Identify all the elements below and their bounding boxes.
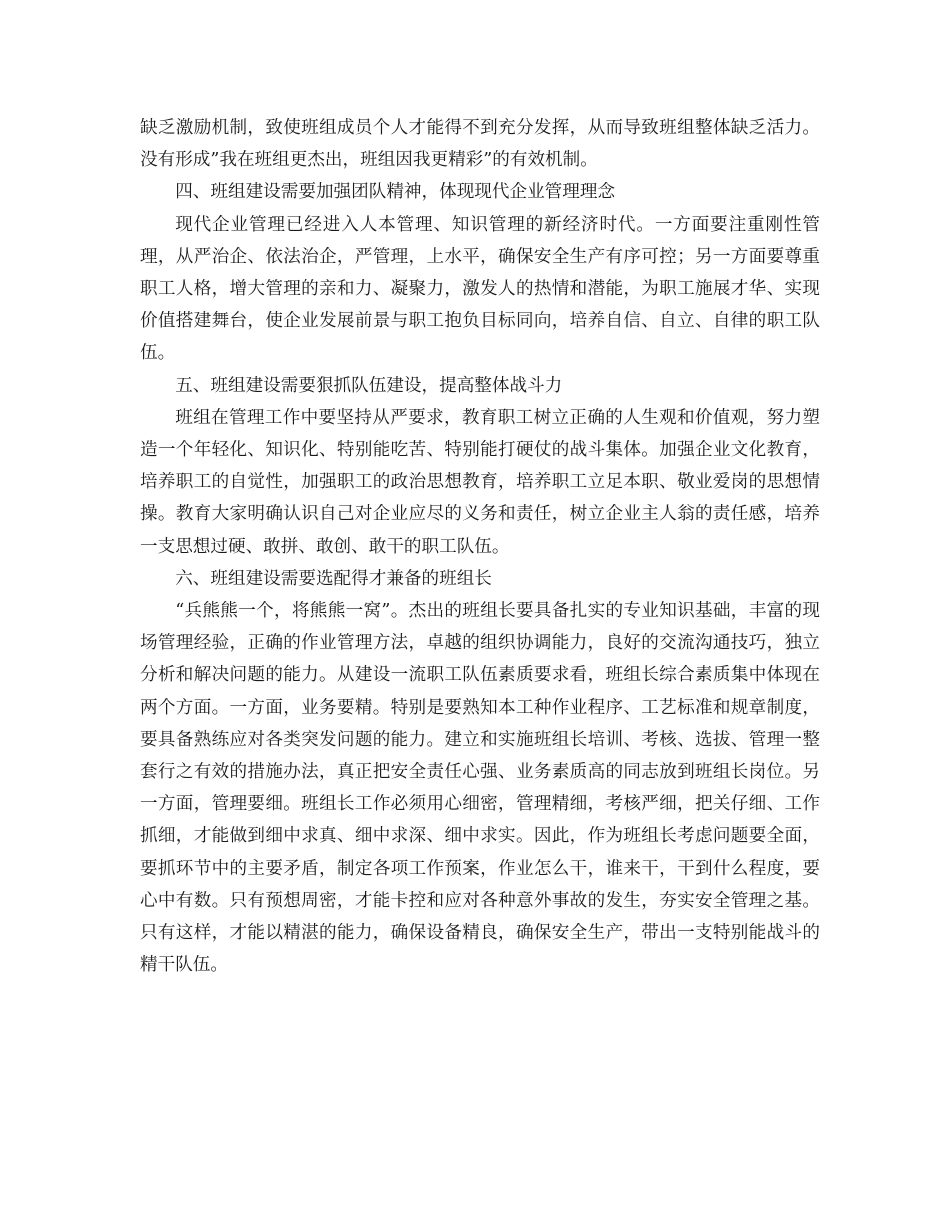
paragraph-continuation: 缺乏激励机制，致使班组成员个人才能得不到充分发挥，从而导致班组整体缺乏活力。没有形成”我在班组更杰出，班组因我更精彩”的有效机制。 bbox=[140, 118, 820, 171]
document-body bbox=[140, 112, 820, 981]
section-heading-6: 六、班组建设需要选配得才兼备的班组长 bbox=[175, 568, 492, 589]
section-6-paragraph: “兵熊熊一个，将熊熊一窝”。杰出的班组长要具备扎实的专业知识基础，丰富的现场管理经验，正确的作业管理方法，卓越的组织协调能力，良好的交流沟通技巧，独立分析和解决问题的能力。从建设一流职工队伍素质要求看，班组长综合素质集中体现在两个方面。一方面，业务要精。特别是要熟知本工种作业程序、工艺标准和规章制度，要具备熟练应对各类突发问题的能力。建立和实施班组长培训、考核、选拔、管理一整套行之有效的措施办法，真正把安全责任心强、业务素质高的同志放到班组长岗位。另一方面，管理要细。班组长工作必须用心细密，管理精细，考核严细，把关仔细、工作抓细，才能做到细中求真、细中求深、细中求实。因此，作为班组长考虑问题要全面，要抓环节中的主要矛盾，制定各项工作预案，作业怎么干，谁来干，干到什么程度，要心中有数。只有预想周密，才能卡控和应对各种意外事故的发生，夯实安全管理之基。只有这样，才能以精湛的能力，确保设备精良，确保安全生产，带出一支特别能战斗的精干队伍。 bbox=[140, 601, 820, 976]
section-5-paragraph: 班组在管理工作中要坚持从严要求，教育职工树立正确的人生观和价值观，努力塑造一个年轻化、知识化、特别能吃苦、特别能打硬仗的战斗集体。加强企业文化教育，培养职工的自觉性，加强职工的政治思想教育，培养职工立足本职、敬业爱岗的思想情操。教育大家明确认识自己对企业应尽的义务和责任，树立企业主人翁的责任感，培养一支思想过硬、敢拼、敢创、敢干的职工队伍。 bbox=[140, 407, 820, 557]
section-heading-4: 四、班组建设需要加强团队精神，体现现代企业管理理念 bbox=[175, 182, 616, 203]
section-4-paragraph: 现代企业管理已经进入人本管理、知识管理的新经济时代。一方面要注重刚性管理，从严治企、依法治企，严管理，上水平，确保安全生产有序可控；另一方面要尊重职工人格，增大管理的亲和力、凝聚力，激发人的热情和潜能，为职工施展才华、实现价值搭建舞台，使企业发展前景与职工抱负目标同向，培养自信、自立、自律的职工队伍。 bbox=[140, 214, 820, 364]
section-heading-5: 五、班组建设需要狠抓队伍建设，提高整体战斗力 bbox=[175, 375, 563, 396]
